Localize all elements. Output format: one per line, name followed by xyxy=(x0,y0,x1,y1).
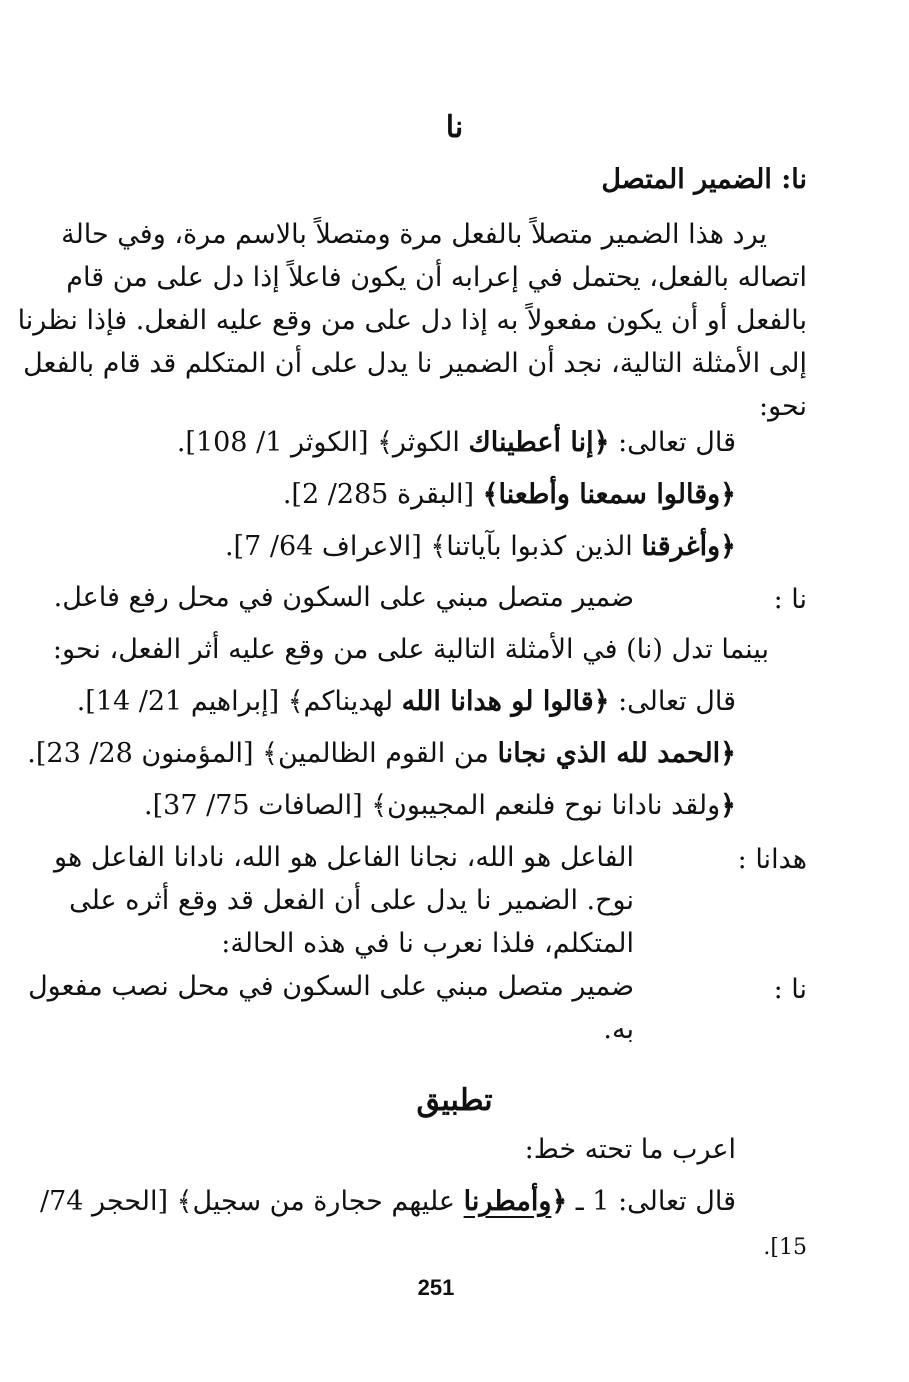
example-rest: الذين كذبوا بآياتنا﴾ [الاعراف 64/ 7]. xyxy=(224,531,642,562)
page-title: نا xyxy=(445,110,464,145)
intro-line: نحو: xyxy=(759,391,807,422)
example-verse xyxy=(27,734,736,774)
parse-text: ضمير متصل مبني على السكون في محل رفع فاعل. xyxy=(53,582,634,613)
example-rest: [البقرة 285/ 2]. xyxy=(282,479,483,510)
parse-label: نا : xyxy=(773,974,807,1005)
parse-line: ضمير متصل مبني على السكون في محل نصب مفعول xyxy=(28,971,634,1002)
explain-label: هدانا : xyxy=(737,844,807,875)
example-rest: من القوم الظالمين﴾ [المؤمنون 28/ 23]. xyxy=(27,738,498,769)
section-heading: نا: الضمير المتصل xyxy=(601,164,807,195)
parse-line: به. xyxy=(603,1014,634,1045)
intro-line: بالفعل أو أن يكون مفعولاً به إذا دل على من وقع عليه الفعل. فإذا نظرنا xyxy=(17,305,807,336)
example-bold: ﴿وأغرقنا xyxy=(641,531,736,562)
example-verse xyxy=(177,423,736,463)
intro-paragraph xyxy=(17,213,807,428)
example-rest: الكوثر﴾ [الكوثر 1/ 108]. xyxy=(176,427,469,458)
exercise-prefix: قال تعالى: 1 ـ xyxy=(567,1186,736,1217)
exercise-rest: عليهم حجارة من سجيل﴾ [الحجر 74/ xyxy=(39,1186,464,1217)
exercise-underlined-word: وأمطرنا xyxy=(463,1186,552,1217)
example-prefix: قال تعالى: xyxy=(609,686,736,717)
exercise-heading: تطبيق xyxy=(416,1083,493,1118)
explain-line: نوح. الضمير نا يدل على أن الفعل قد وقع أثره على xyxy=(69,885,634,916)
parse-label: نا : xyxy=(773,584,807,615)
exercise-item xyxy=(40,1182,736,1222)
example-bold: ﴿ xyxy=(720,790,736,821)
page-number: 251 xyxy=(417,1275,455,1300)
parse-text xyxy=(28,965,634,1051)
example-bold: ﴿إنا أعطيناك xyxy=(468,427,610,458)
example-verse xyxy=(225,527,736,567)
example-verse xyxy=(144,786,736,826)
example-bold: ﴿قالوا لو هدانا الله xyxy=(401,686,610,717)
example-prefix: قال تعالى: xyxy=(609,427,736,458)
exercise-continuation: 15]. xyxy=(763,1235,807,1260)
intro-line: اتصاله بالفعل، يحتمل في إعرابه أن يكون فاعلاً إذا دل على من قام xyxy=(66,262,807,293)
explain-line: الفاعل هو الله، نجانا الفاعل هو الله، نادانا الفاعل هو xyxy=(54,842,634,873)
transition-line: بينما تدل (نا) في الأمثلة التالية على من وقع عليه أثر الفعل، نحو: xyxy=(52,634,769,665)
exercise-bracket: ﴿ xyxy=(551,1186,568,1217)
example-verse xyxy=(283,475,736,515)
example-bold: ﴿الحمد لله الذي نجانا xyxy=(497,738,736,769)
explain-text xyxy=(54,836,634,965)
example-verse xyxy=(77,682,736,722)
example-bold: ﴿وقالوا سمعنا وأطعنا﴾ xyxy=(482,479,736,510)
intro-line: إلى الأمثلة التالية، نجد أن الضمير نا يدل على أن المتكلم قد قام بالفعل xyxy=(23,348,807,379)
intro-line: يرد هذا الضمير متصلاً بالفعل مرة ومتصلاً بالاسم مرة، وفي حالة xyxy=(61,219,767,250)
example-rest: لهديناكم﴾ [إبراهيم 21/ 14]. xyxy=(76,686,402,717)
exercise-instruction: اعرب ما تحته خط: xyxy=(524,1134,736,1165)
explain-line: المتكلم، فلذا نعرب نا في هذه الحالة: xyxy=(221,928,634,959)
example-rest: ولقد نادانا نوح فلنعم المجيبون﴾ [الصافات 75/ 37]. xyxy=(144,790,721,821)
